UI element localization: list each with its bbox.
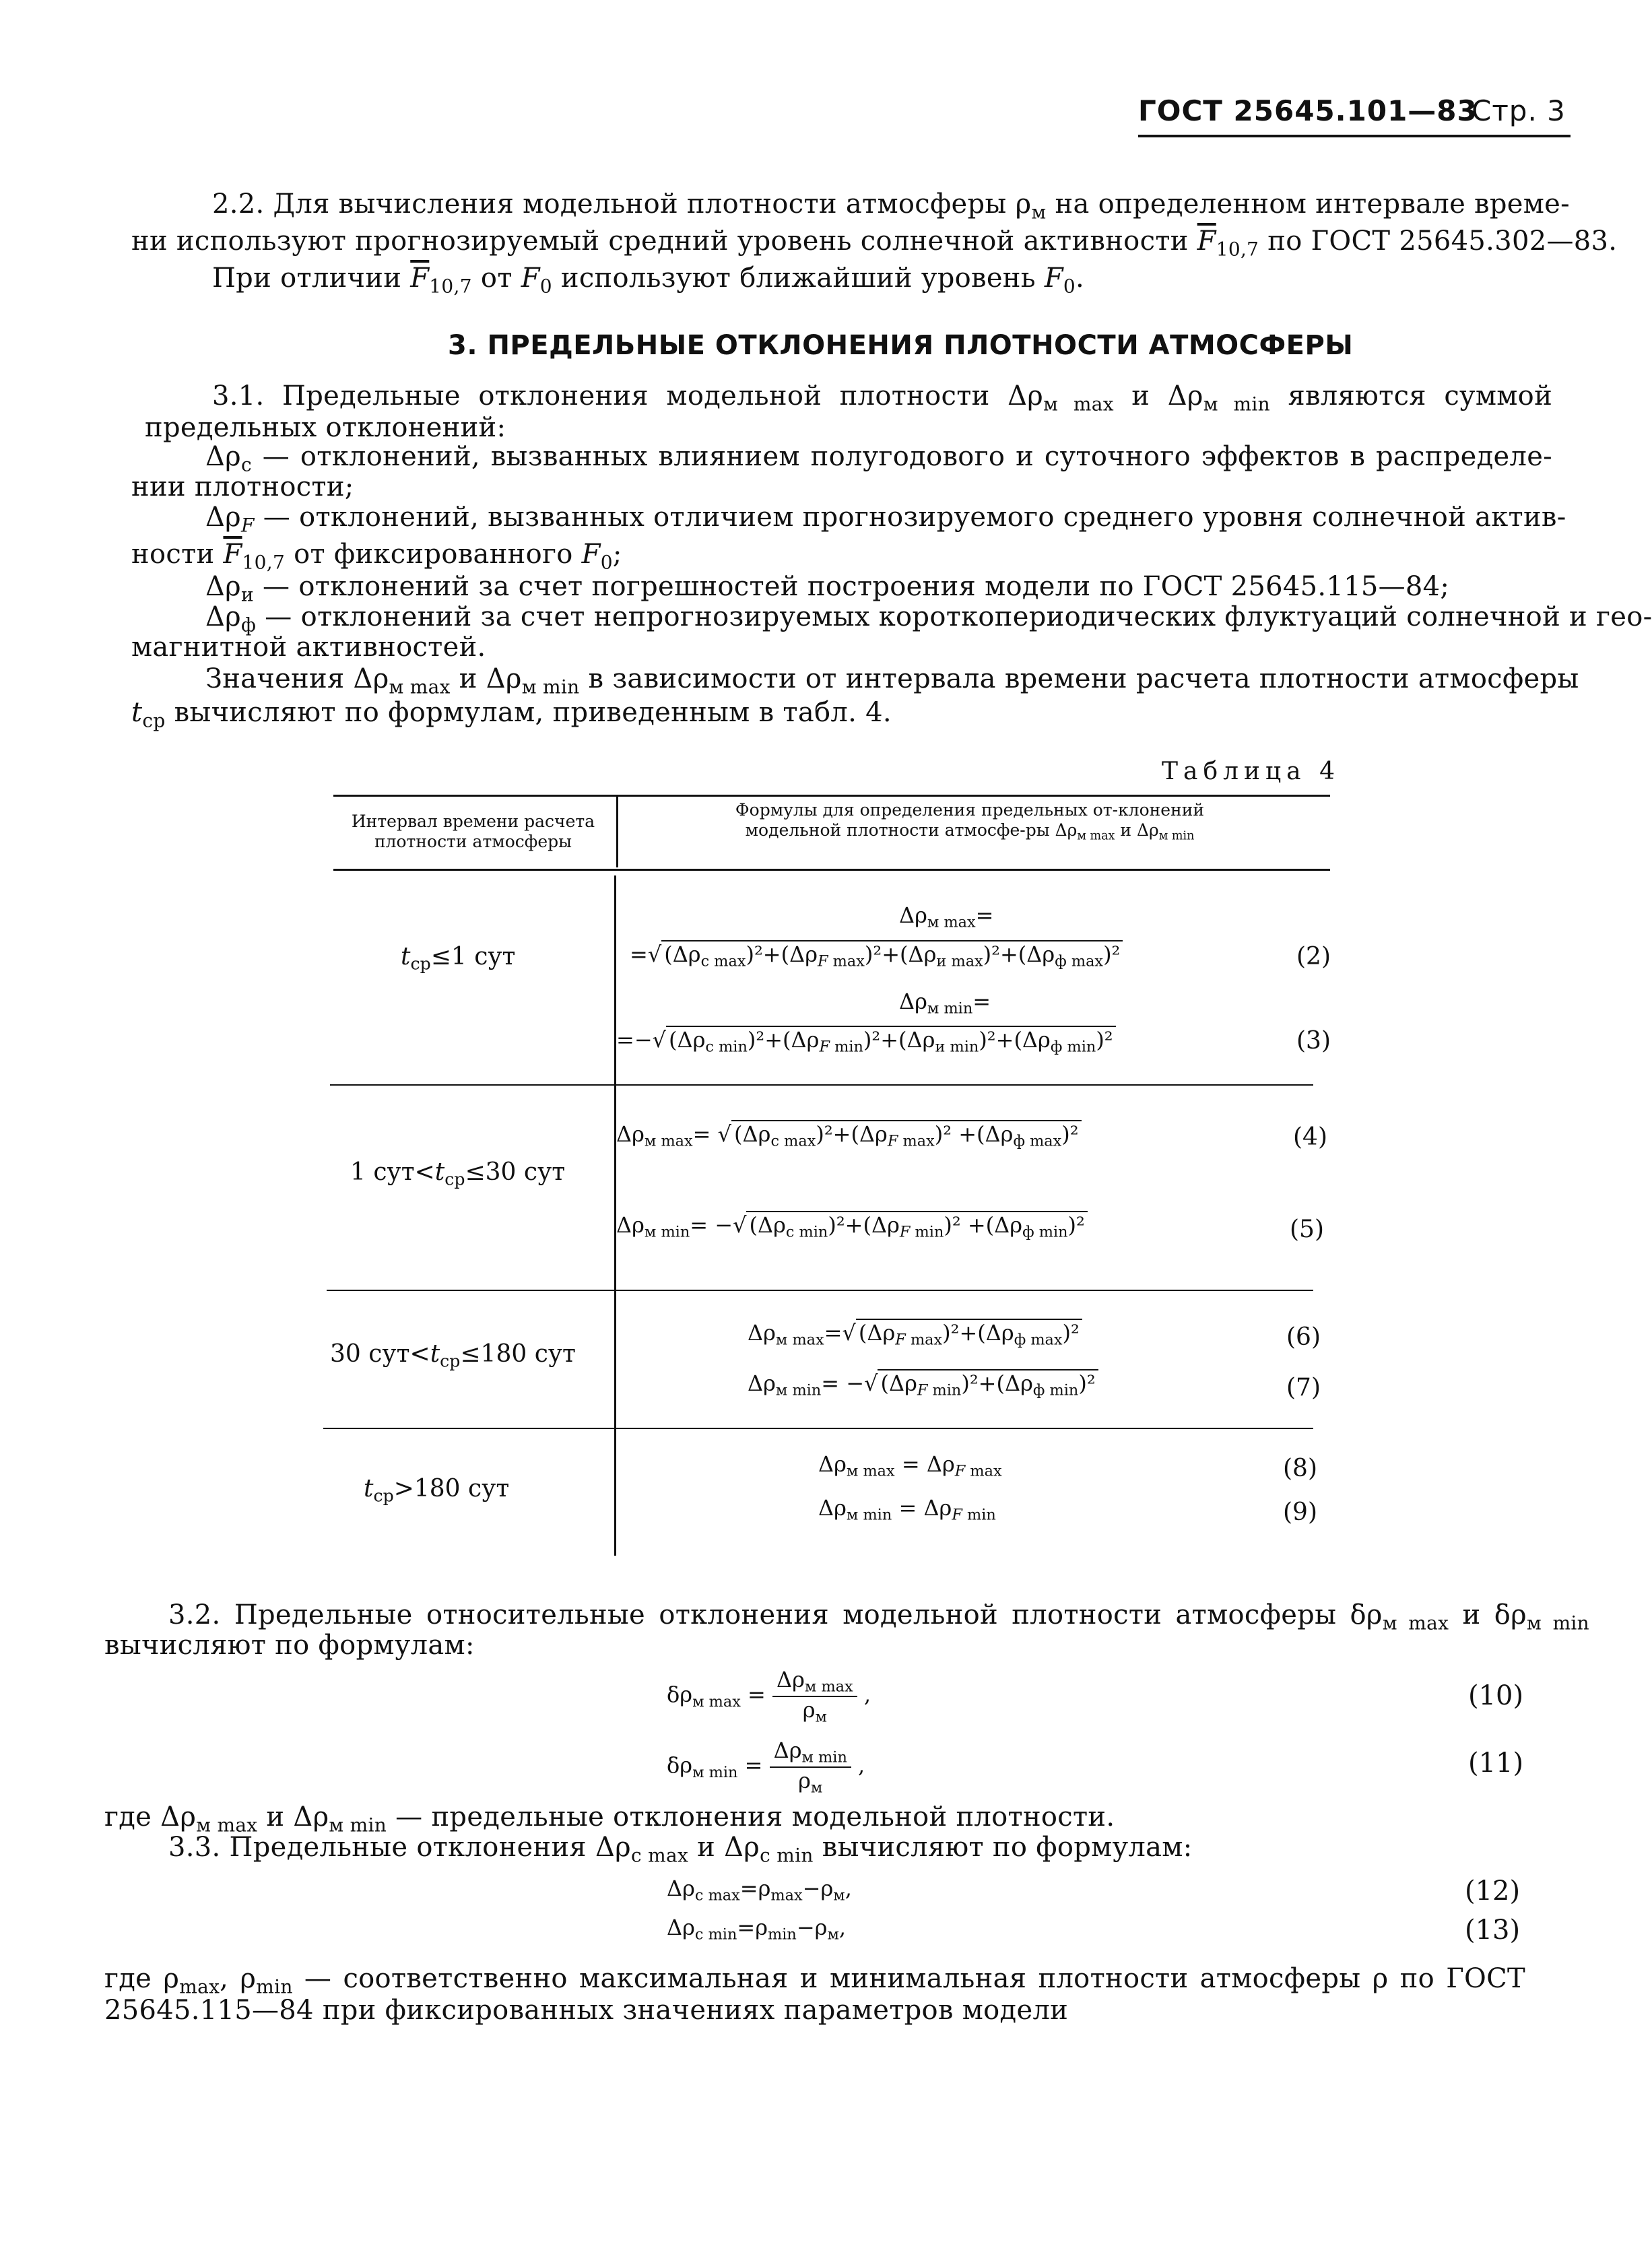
row2-rule (327, 1290, 1313, 1291)
formula-11-num: (11) (1468, 1748, 1524, 1779)
row1-f2-rhs: =√ $(\Delta\rho_{с max})^2+(\Delta\rho_{F max})^2+(\Delta\rho_{и max})^2+(\Delta\rho_{ф max})^2$ (630, 941, 1123, 970)
row2-f4: $\Delta\rho_{м max}=$ √ $(\Delta\rho_{с max})^2+(\Delta\rho_{F max})^2 +(\Delta\rho_{ф max})^2$ (616, 1121, 1082, 1150)
row1-rule (330, 1084, 1313, 1086)
sec33-line1: 3.3. Предельные отклонения $\Delta\rho_{с max}$ и $\Delta\rho_{с min}$ вычисляют по формулам: (168, 1832, 1193, 1867)
row3-f6: $\Delta\rho_{м max}=√$ $(\Delta\rho_{F max})^2+(\Delta\rho_{ф max})^2$ (748, 1320, 1082, 1349)
row4-f9: $\Delta\rho_{м min} = \Delta\rho_{F min}$ (818, 1495, 996, 1524)
row2-f5-num: (5) (1290, 1216, 1324, 1243)
row1-interval: $t_{ср}\le 1$ сут (401, 943, 516, 974)
sec32-line2: вычисляют по формулам: (104, 1630, 475, 1661)
formula-13-num: (13) (1465, 1915, 1521, 1946)
row4-f9-num: (9) (1283, 1498, 1317, 1526)
sec31-line2: предельных отклонений: (145, 412, 506, 443)
row2-f5: $\Delta\rho_{м min}=$ −√ $(\Delta\rho_{с min})^2+(\Delta\rho_{F min})^2 +(\Delta\rho_{ф min})^2$ (616, 1212, 1088, 1241)
col2-header: Формулы для определения предельных от-клонений модельной плотности атмосфе-ры $\Delta\rho_{м max}$ и $\Delta\rho_{м min}$ (735, 800, 1205, 843)
header-rule (1138, 135, 1571, 137)
page-number: Стр. 3 (1472, 94, 1566, 127)
row2-interval: 1 $сут<t_{ср}\le 30$ сут (350, 1158, 566, 1189)
sec33-where1: где $\rho_{max}$, $\rho_{min}$ — соответственно максимальная и минимальная плотности атмосферы ρ по ГОСТ (104, 1963, 1525, 1998)
gost-designation: ГОСТ 25645.101—83 (1138, 94, 1478, 127)
formula-13: $\Delta\rho_{с min}=\rho_{min}-\rho_м$, (667, 1915, 847, 1944)
row4-interval: $t_{ср}>180$ сут (364, 1475, 510, 1506)
sec31-line7: $\Delta\rho_и$ — отклонений за счет погрешностей построения модели по ГОСТ 25645.115—84; (205, 571, 1450, 606)
row3-rule (323, 1428, 1313, 1429)
col1-header: Интервал времени расчета плотности атмосферы (351, 812, 595, 851)
sec32-where: где $\Delta\rho_{м max}$ и $\Delta\rho_{м min}$ — предельные отклонения модельной плотности. (104, 1801, 1115, 1837)
sec33-where2: 25645.115—84 при фиксированных значениях параметров модели (104, 1995, 1069, 2026)
formula-10: $\delta\rho_{м max}$ = $\Delta\rho_{м max}$ $\rho_м$ , (667, 1667, 871, 1726)
formula-10-num: (10) (1468, 1680, 1524, 1711)
sec32-line1: 3.2. Предельные относительные отклонения модельной плотности атмосферы $\delta\rho_{м max}$ и $\delta\rho_{м min}$ (168, 1599, 1590, 1634)
table-top-rule (333, 795, 1330, 797)
sec31-line3: $\Delta\rho_с$ — отклонений, вызванных влиянием полугодового и суточного эффектов в распределе- (205, 441, 1552, 476)
row3-f7-num: (7) (1286, 1374, 1321, 1401)
sec31-line8: $\Delta\rho_ф$ — отклонений за счет непрогнозируемых короткопериодических флуктуаций солнечной и гео- (205, 601, 1652, 636)
sec31-line1: 3.1. Предельные отклонения модельной плотности $\Delta\rho_{м max}$ и $\Delta\rho_{м min}$ являются суммой (212, 381, 1553, 416)
sec31-line6: ности $\overline{F}_{10,7}$ от фиксированного $F_0$; (131, 539, 622, 574)
row1-f2-lhs: $\Delta\rho_{м max}=$ (899, 902, 994, 931)
row3-f7: $\Delta\rho_{м min}=$ −√ $(\Delta\rho_{F min})^2+(\Delta\rho_{ф min})^2$ (748, 1370, 1098, 1399)
row4-f8: $\Delta\rho_{м max} = \Delta\rho_{F max}$ (818, 1451, 1002, 1480)
table-caption: Таблица 4 (1162, 758, 1340, 785)
sec31-line5: $\Delta\rho_F$ — отклонений, вызванных отличием прогнозируемого среднего уровня солнечной актив- (205, 502, 1566, 537)
row1-f3-lhs: $\Delta\rho_{м min}=$ (899, 989, 991, 1018)
table-header-rule (333, 869, 1330, 871)
sec22-line1: 2.2. Для вычисления модельной плотности атмосферы $\rho_м$ на определенном интервале време- (212, 189, 1570, 224)
row4-f8-num: (8) (1283, 1455, 1317, 1482)
sec31-line4: нии плотности; (131, 471, 354, 502)
sec22-line3: При отличии $\overline{F}_{10,7}$ от $F_0$ используют ближайший уровень $F_0$. (212, 263, 1085, 298)
sec31-line10: Значения $\Delta\rho_{м max}$ и $\Delta\rho_{м min}$ в зависимости от интервала времени расчета плотности атмосферы (205, 663, 1579, 698)
row3-interval: 30 $сут<t_{ср}\le 180$ сут (330, 1340, 576, 1371)
row1-f3-num: (3) (1296, 1027, 1331, 1055)
table-col-divider-header (616, 797, 618, 867)
section-heading: 3. ПРЕДЕЛЬНЫЕ ОТКЛОНЕНИЯ ПЛОТНОСТИ АТМОСФЕРЫ (448, 330, 1354, 361)
sec31-line9: магнитной активностей. (131, 632, 486, 663)
row2-f4-num: (4) (1293, 1123, 1327, 1151)
sec22-line2: ни используют прогнозируемый средний уровень солнечной активности $\overline{F}_{10,7}$ по ГОСТ 25645.302—83. (131, 226, 1618, 261)
row1-f3-rhs: =−√ $(\Delta\rho_{с min})^2+(\Delta\rho_{F min})^2+(\Delta\rho_{и min})^2+(\Delta\rho_{ф min})^2$ (616, 1027, 1116, 1056)
sec31-line11: $t_{ср}$ вычисляют по формулам, приведенным в табл. 4. (131, 697, 892, 732)
formula-12: $\Delta\rho_{с max}=\rho_{max}-\rho_м$, (667, 1876, 852, 1905)
row3-f6-num: (6) (1286, 1323, 1321, 1351)
formula-12-num: (12) (1465, 1876, 1521, 1907)
formula-11: $\delta\rho_{м min}$ = $\Delta\rho_{м min}$ $\rho_м$ , (667, 1738, 865, 1797)
row1-f2-num: (2) (1296, 943, 1331, 970)
